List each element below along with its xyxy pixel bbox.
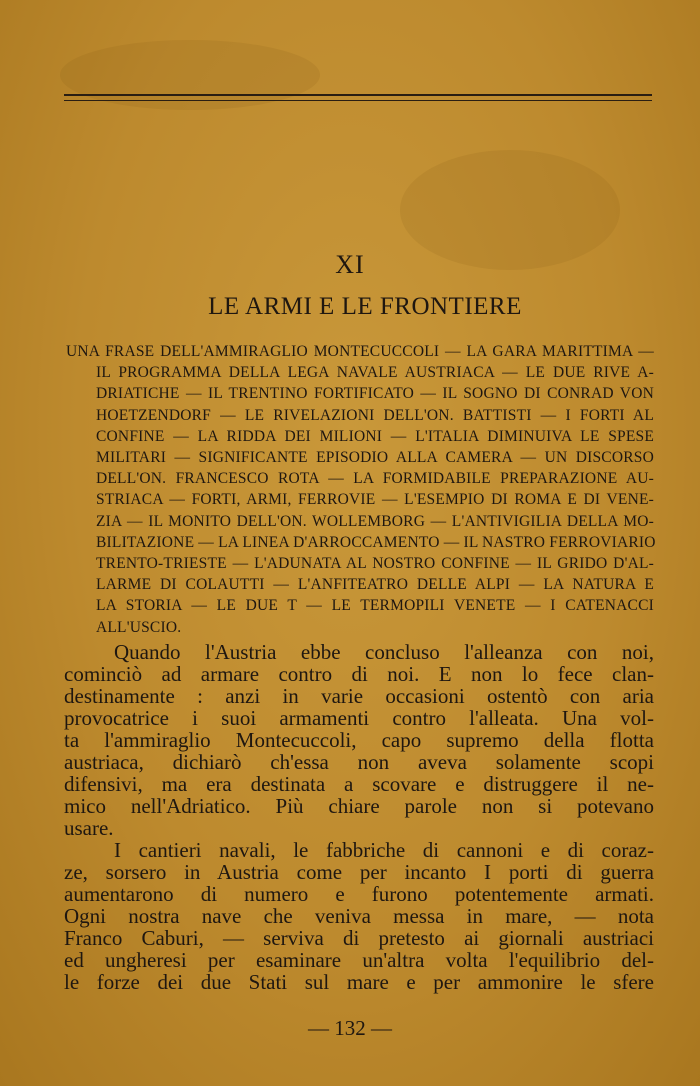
summary-line: CONFINE — LA RIDDA DEI MILIONI — L'ITALIA DIMINUIVA LE SPESE: [96, 427, 654, 445]
chapter-summary: [66, 341, 654, 638]
text-line: destinamente : anzi in varie occasioni ostentò con aria: [64, 684, 654, 708]
summary-line: MILITARI — SIGNIFICANTE EPISODIO ALLA CAMERA — UN DISCORSO: [96, 449, 654, 467]
text-line: Quando l'Austria ebbe concluso l'alleanza con noi,: [114, 640, 654, 664]
text-line: ze, sorsero in Austria come per incanto I porti di guerra: [64, 860, 654, 884]
text-line: aumentarono di numero e furono potentemente armati.: [64, 882, 654, 906]
chapter-title: LE ARMI E LE FRONTIERE: [208, 293, 522, 320]
page-number: — 132 —: [308, 1016, 392, 1040]
text-line: difensivi, ma era destinata a scovare e distruggere il ne-: [64, 772, 654, 796]
summary-line: LA STORIA — LE DUE T — LE TERMOPILI VENETE — I CATENACCI: [96, 597, 654, 615]
summary-line: DRIATICHE — IL TRENTINO FORTIFICATO — IL SOGNO DI CONRAD VON: [96, 385, 654, 403]
text-line: Ogni nostra nave che veniva messa in mare, — nota: [64, 904, 654, 928]
text-line: ta l'ammiraglio Montecuccoli, capo supremo della flotta: [64, 728, 654, 752]
summary-line: ALL'USCIO.: [96, 618, 182, 636]
header-rule: [64, 94, 652, 96]
text-line: I cantieri navali, le fabbriche di cannoni e di coraz-: [114, 838, 654, 862]
body-text: [64, 641, 654, 993]
chapter-number: XI: [335, 250, 365, 279]
header-rule-thin: [64, 100, 652, 101]
summary-line: ZIA — IL MONITO DELL'ON. WOLLEMBORG — L'ANTIVIGILIA DELLA MO-: [96, 512, 654, 530]
summary-line: UNA FRASE DELL'AMMIRAGLIO MONTECUCCOLI — LA GARA MARITTIMA —: [66, 343, 654, 360]
text-line: cominciò ad armare contro di noi. E non lo fece clan-: [64, 662, 654, 686]
text-line: ed ungheresi per esaminare un'altra volta l'equilibrio del-: [64, 948, 654, 972]
text-line: le forze dei due Stati sul mare e per ammonire le sfere: [64, 970, 654, 994]
text-line: provocatrice i suoi armamenti contro l'alleata. Una vol-: [64, 706, 654, 730]
summary-line: STRIACA — FORTI, ARMI, FERROVIE — L'ESEMPIO DI ROMA E DI VENE-: [96, 491, 654, 509]
text-line: Franco Caburi, — serviva di pretesto ai giornali austriaci: [64, 926, 654, 950]
summary-line: DELL'ON. FRANCESCO ROTA — LA FORMIDABILE PREPARAZIONE AU-: [96, 470, 654, 488]
summary-line: BILITAZIONE — LA LINEA D'ARROCCAMENTO — IL NASTRO FERROVIARIO: [96, 533, 656, 551]
text-line: mico nell'Adriatico. Più chiare parole non si potevano: [64, 794, 654, 818]
summary-line: LARME DI COLAUTTI — L'ANFITEATRO DELLE ALPI — LA NATURA E: [96, 576, 654, 594]
summary-line: HOETZENDORF — LE RIVELAZIONI DELL'ON. BATTISTI — I FORTI AL: [96, 406, 654, 424]
summary-line: IL PROGRAMMA DELLA LEGA NAVALE AUSTRIACA — LE DUE RIVE A-: [96, 364, 654, 382]
text-line: usare.: [64, 816, 114, 840]
summary-line: TRENTO-TRIESTE — L'ADUNATA AL NOSTRO CONFINE — IL GRIDO D'AL-: [96, 555, 654, 573]
text-line: austriaca, dichiarò ch'essa non aveva solamente scopi: [64, 750, 654, 774]
